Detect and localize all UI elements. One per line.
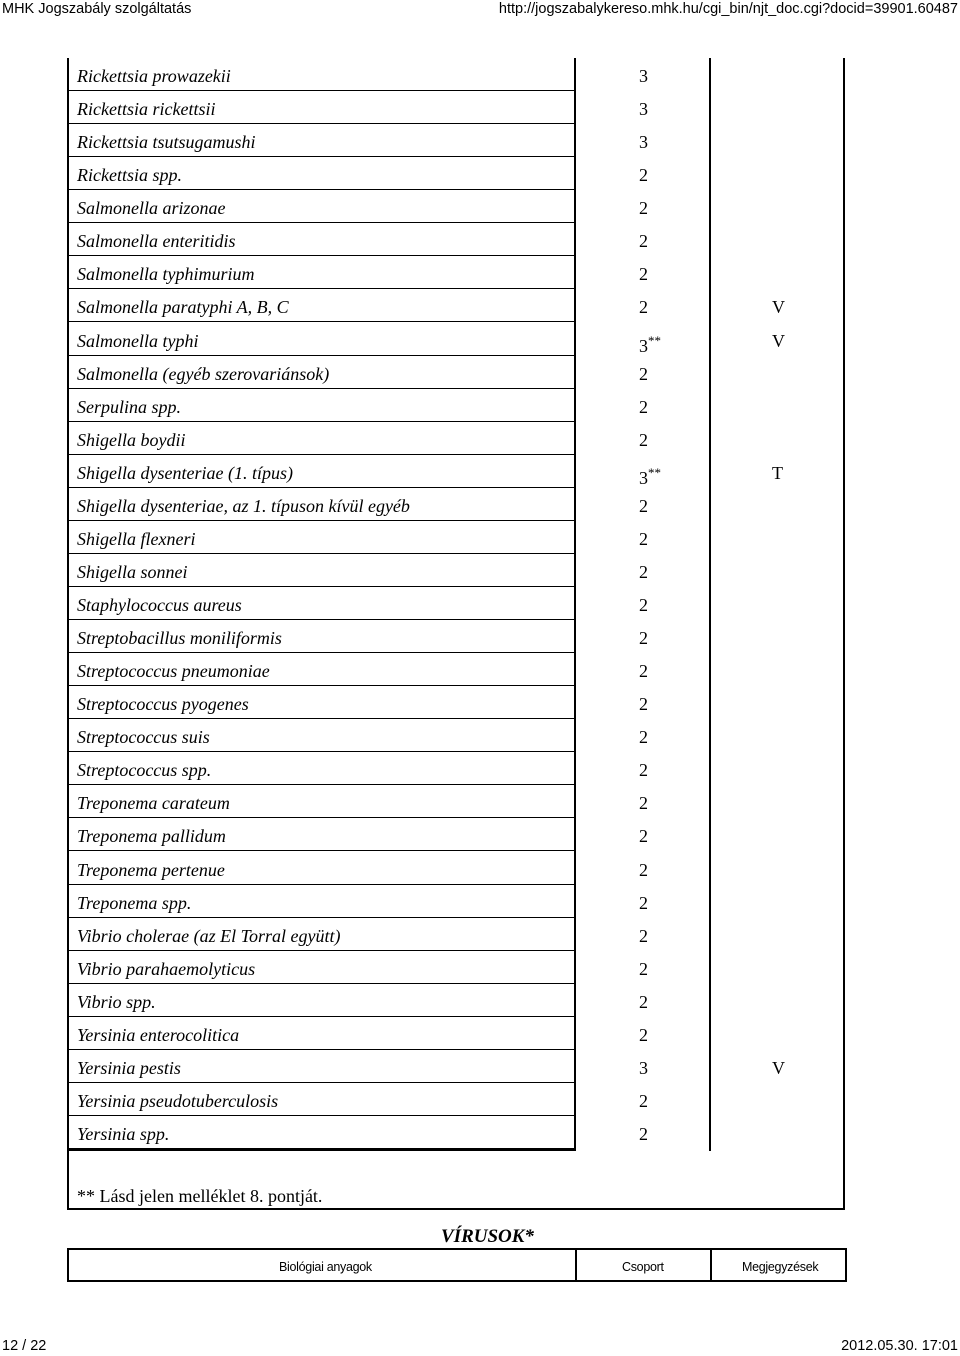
column-divider <box>575 1250 577 1280</box>
organism-name: Treponema spp. <box>77 892 192 913</box>
risk-group <box>639 760 649 781</box>
risk-group <box>639 562 649 583</box>
table-row <box>69 223 648 256</box>
table-row <box>69 356 648 389</box>
table-row <box>69 951 648 984</box>
risk-group-value: 2 <box>639 793 648 814</box>
risk-group-value: 2 <box>639 528 648 549</box>
footnote: ** Lásd jelen melléklet 8. pontját. <box>77 1186 323 1206</box>
organism-name: Vibrio parahaemolyticus <box>77 958 256 979</box>
column-header-notes: Megjegyzések <box>742 1260 819 1274</box>
table-row <box>69 885 648 918</box>
risk-group-value: 2 <box>639 264 648 285</box>
table-row <box>69 686 648 719</box>
risk-group-value: 2 <box>639 760 648 781</box>
table-row <box>69 752 648 785</box>
note-code: V <box>772 330 785 351</box>
organism-name: Streptococcus pneumoniae <box>77 661 270 682</box>
table-row <box>69 1050 785 1083</box>
organism-name: Rickettsia rickettsii <box>77 99 216 120</box>
organism-name: Yersinia pseudotuberculosis <box>77 1090 279 1111</box>
organism-name: Streptobacillus moniliformis <box>77 628 282 649</box>
risk-group-value: 2 <box>639 165 648 186</box>
organism-name: Shigella sonnei <box>77 561 188 582</box>
organism-name: Shigella boydii <box>77 429 186 450</box>
risk-group <box>639 198 649 219</box>
table-row <box>69 289 785 322</box>
table-row <box>69 322 785 356</box>
risk-group <box>639 430 649 451</box>
note-code: V <box>772 1057 785 1078</box>
column-divider <box>710 1250 712 1280</box>
risk-group <box>639 628 649 649</box>
risk-group-value: 3 <box>639 1057 648 1078</box>
table-row <box>69 719 648 752</box>
table-row-divider <box>69 1149 576 1151</box>
risk-group-value: 3 <box>639 335 648 356</box>
risk-group <box>639 99 649 120</box>
risk-group <box>639 595 649 616</box>
risk-group-value: 2 <box>639 694 648 715</box>
risk-group <box>639 893 649 914</box>
risk-group <box>639 364 649 385</box>
risk-group-value: 2 <box>639 991 648 1012</box>
organism-name: Rickettsia spp. <box>77 165 182 186</box>
organism-name: Salmonella enteritidis <box>77 231 236 252</box>
table-row <box>69 256 648 289</box>
risk-group-value: 2 <box>639 727 648 748</box>
risk-group-value: 3 <box>639 467 648 488</box>
risk-group-value: 3 <box>639 132 648 153</box>
table-row <box>69 389 648 422</box>
column-divider-notes <box>709 58 711 1151</box>
note-code: T <box>772 462 783 483</box>
risk-group-value: 2 <box>639 198 648 219</box>
organism-name: Yersinia spp. <box>77 1123 170 1144</box>
risk-group <box>639 826 649 847</box>
risk-group-value: 2 <box>639 826 648 847</box>
risk-group <box>639 397 649 418</box>
table-row <box>69 1116 648 1149</box>
organism-name: Treponema pallidum <box>77 826 226 847</box>
table-row <box>69 455 783 488</box>
table-row <box>69 785 648 818</box>
note-code: V <box>772 297 785 318</box>
column-header-material: Biológiai anyagok <box>279 1260 372 1274</box>
header-site-title: MHK Jogszabály szolgáltatás <box>2 1 192 17</box>
risk-group <box>639 529 649 550</box>
table-row <box>69 554 648 587</box>
risk-group <box>639 793 649 814</box>
risk-group <box>639 1124 649 1145</box>
organism-name: Yersinia enterocolitica <box>77 1024 240 1045</box>
organism-name: Serpulina spp. <box>77 396 182 417</box>
viruses-section-title: VÍRUSOK* <box>441 1226 534 1247</box>
risk-group <box>639 727 649 748</box>
table-row <box>69 620 648 653</box>
organism-name: Streptococcus spp. <box>77 760 212 781</box>
organism-name: Salmonella (egyéb szerovariánsok) <box>77 363 330 384</box>
risk-group <box>639 1091 649 1112</box>
table-row <box>69 488 648 521</box>
risk-group <box>639 926 649 947</box>
risk-group-value: 2 <box>639 661 648 682</box>
risk-group <box>639 992 649 1013</box>
risk-group <box>639 694 649 715</box>
table-row <box>69 91 648 124</box>
risk-group <box>639 959 649 980</box>
risk-group-value: 2 <box>639 958 648 979</box>
organism-name: Rickettsia prowazekii <box>77 66 231 87</box>
risk-group-value: 2 <box>639 429 648 450</box>
risk-group-value: 2 <box>639 1090 648 1111</box>
risk-group-value: 2 <box>639 1024 648 1045</box>
risk-group-footnote-mark: ** <box>648 332 661 348</box>
risk-group-value: 2 <box>639 561 648 582</box>
table-row <box>69 422 648 455</box>
risk-group <box>639 66 649 87</box>
organism-name: Streptococcus suis <box>77 727 210 748</box>
table-row <box>69 587 648 620</box>
table-row <box>69 918 648 951</box>
risk-group <box>639 1025 649 1046</box>
risk-group-value: 3 <box>639 99 648 120</box>
organism-name: Yersinia pestis <box>77 1057 181 1078</box>
risk-group-value: 2 <box>639 363 648 384</box>
risk-group <box>639 1058 649 1079</box>
risk-group <box>639 496 649 517</box>
table-row <box>69 818 648 851</box>
risk-group-value: 2 <box>639 859 648 880</box>
risk-group-footnote-mark: ** <box>648 464 661 480</box>
risk-group <box>639 231 649 252</box>
organism-name: Salmonella arizonae <box>77 198 226 219</box>
risk-group <box>639 860 649 881</box>
organism-name: Salmonella paratyphi A, B, C <box>77 297 289 318</box>
bacteria-table <box>67 58 845 1210</box>
risk-group <box>639 661 649 682</box>
organism-name: Salmonella typhimurium <box>77 264 255 285</box>
risk-group-value: 2 <box>639 925 648 946</box>
table-row <box>69 157 648 190</box>
risk-group-value: 2 <box>639 1123 648 1144</box>
risk-group <box>639 332 661 357</box>
organism-name: Treponema carateum <box>77 793 230 814</box>
risk-group-value: 2 <box>639 297 648 318</box>
column-header-group: Csoport <box>622 1260 664 1274</box>
footer-datetime: 2012.05.30. 17:01 <box>841 1338 958 1354</box>
table-row <box>69 984 648 1017</box>
risk-group-value: 2 <box>639 396 648 417</box>
header-url[interactable]: http://jogszabalykereso.mhk.hu/cgi_bin/njt_doc.cgi?docid=39901.60487 <box>498 1 958 17</box>
organism-name: Treponema pertenue <box>77 859 225 880</box>
risk-group-value: 2 <box>639 495 648 516</box>
organism-name: Shigella flexneri <box>77 528 196 549</box>
risk-group <box>639 165 649 186</box>
table-row <box>69 124 648 157</box>
organism-name: Streptococcus pyogenes <box>77 694 249 715</box>
risk-group <box>639 132 649 153</box>
footer-page-number: 12 / 22 <box>2 1338 47 1354</box>
risk-group-value: 2 <box>639 892 648 913</box>
organism-name: Vibrio cholerae (az El Torral együtt) <box>77 925 341 946</box>
table-row <box>69 653 648 686</box>
table-row <box>69 1083 648 1116</box>
table-row <box>69 851 648 884</box>
table-row <box>69 521 648 554</box>
risk-group <box>639 464 661 489</box>
organism-name: Shigella dysenteriae, az 1. típuson kívül egyéb <box>77 495 410 516</box>
organism-name: Shigella dysenteriae (1. típus) <box>77 462 293 483</box>
organism-name: Salmonella typhi <box>77 330 199 351</box>
table-row <box>69 1017 648 1050</box>
risk-group-value: 2 <box>639 231 648 252</box>
table-row <box>69 190 648 223</box>
risk-group <box>639 264 649 285</box>
organism-name: Staphylococcus aureus <box>77 595 242 616</box>
organism-name: Rickettsia tsutsugamushi <box>77 132 256 153</box>
risk-group-value: 2 <box>639 628 648 649</box>
organism-name: Vibrio spp. <box>77 991 156 1012</box>
risk-group <box>639 297 649 318</box>
risk-group-value: 3 <box>639 66 648 87</box>
table-row <box>69 58 648 91</box>
viruses-table-header <box>67 1248 847 1282</box>
risk-group-value: 2 <box>639 595 648 616</box>
